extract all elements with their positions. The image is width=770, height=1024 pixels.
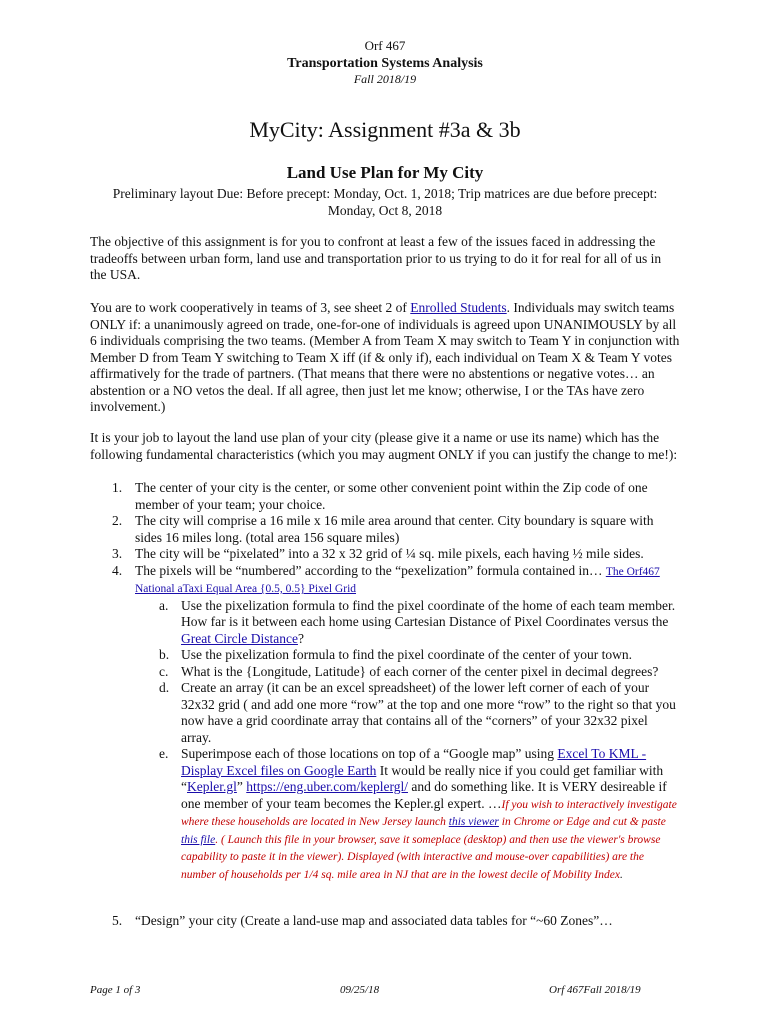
sub-item-text: Use the pixelization formula to find the pixel coordinate of the home of each team member. How far is it between each home using Cartesian Distance of Pixel Coordinates versus the (181, 597, 676, 629)
item-number: 5. (112, 913, 123, 928)
item-number: 2. (112, 513, 123, 528)
item-number: 3. (112, 546, 123, 561)
course-subject: Transportation Systems Analysis (287, 56, 483, 71)
course-code: Orf 467 (364, 38, 406, 53)
sub-item-text: Superimpose each of those locations on top of a “Google map” using (181, 746, 558, 761)
viewer-note-period: . (619, 868, 623, 881)
assignment-subtitle: Land Use Plan for My City (286, 163, 484, 182)
course-term: Fall 2018/19 (353, 72, 417, 86)
sub-item-letter: b. (159, 647, 170, 662)
sub-list-item (135, 647, 680, 664)
item-number: 4. (112, 562, 123, 578)
kepler-gl-link[interactable]: Kepler.gl (187, 779, 237, 794)
sub-list-item (135, 746, 680, 883)
teams-paragraph (90, 300, 680, 416)
sub-list (135, 598, 680, 884)
pixel-grid-link[interactable]: The Orf467 National aTaxi Equal Area {0.5, 0.5} Pixel Grid (135, 565, 660, 595)
viewer-note-text: . ( Launch this file in your browser, save it someplace (desktop) and then use the viewer's browse capability to paste it in the viewer). Displayed (with interactive and mouse-over capabilities) are the number of households per 1/4 sq. mile area in NJ that are in the lowest decile of Mobility Index (181, 833, 661, 881)
great-circle-distance-link[interactable]: Great Circle Distance (181, 630, 298, 646)
list-item (90, 546, 680, 563)
sub-item-letter: c. (159, 663, 169, 679)
teams-text-before: You are to work cooperatively in teams of 3, see sheet 2 of (90, 300, 411, 315)
item-text: The city will be “pixelated” into a 32 x 32 grid of ¼ sq. mile pixels, each having ½ mile sides. (135, 546, 644, 561)
item-text: The center of your city is the center, or some other convenient point within the Zip code of one member of your team; your choice. (135, 480, 648, 512)
list-item (90, 513, 680, 546)
assignment-title: MyCity: Assignment #3a & 3b (249, 117, 521, 142)
characteristics-list (90, 480, 680, 883)
teams-text-after: . Individuals may switch teams ONLY if: a unanimously agreed on trade, one-for-one of individuals is agreed upon UNANIMOUSLY by all 6 individuals comprising the two teams. (Member A from Team X may switch to Team Y in conjunction with Member D from Team Y switching to Team X iff (if & only if), each individual on Team X & Team Y votes affirmatively for the trade of partners. (That means that there were no abstentions or negative votes… an abstention or a NO vetos the deal. If all agree, then just let me know; otherwise, I or the TAs have zero involvement.) (90, 300, 680, 414)
item-text: “Design” your city (Create a land-use map and associated data tables for “~60 Zones”… (135, 913, 613, 928)
footer-date: 09/25/18 (340, 984, 380, 996)
list-item (90, 480, 680, 513)
footer-course: Orf 467Fall 2018/19 (549, 984, 641, 996)
footer-page-number: Page 1 of 3 (90, 984, 141, 996)
sub-item-text: It would be really nice if you could get familiar with “ (181, 762, 664, 794)
sub-list-item (135, 680, 680, 746)
enrolled-students-link[interactable]: Enrolled Students (410, 300, 507, 315)
excel-to-kml-link[interactable]: Excel To KML - Display Excel files on Google Earth (181, 746, 647, 778)
due-line: Preliminary layout Due: Before precept: Monday, Oct. 1, 2018; Trip matrices are due before precept: Monday, Oct 8, 2018 (112, 186, 658, 218)
this-file-link[interactable]: this file (181, 833, 216, 846)
sub-item-text: Use the pixelization formula to find the pixel coordinate of the center of your town. (181, 647, 632, 662)
sub-list-item (135, 664, 680, 681)
sub-item-letter: e. (159, 746, 169, 761)
list-item (90, 563, 680, 884)
kepler-url-link[interactable]: https://eng.uber.com/keplergl/ (246, 779, 408, 794)
item-text: The city will comprise a 16 mile x 16 mile area around that center. City boundary is square with sides 16 miles long. (total area 156 square miles) (135, 513, 654, 545)
sub-item-text: Create an array (it can be an excel spreadsheet) of the lower left corner of each of your 32x32 grid ( and add one more “row” at the top and one more “row” to the right so that you now have a grid coordinate array that contains all of the “corners” of your 32x32 pixel array. (181, 680, 676, 745)
sub-item-letter: d. (159, 680, 170, 695)
sub-item-text: ” (236, 779, 247, 794)
viewer-note-text: If you wish to interactively investigate where these households are located in New Jersey launch (181, 798, 677, 828)
characteristics-paragraph: It is your job to layout the land use plan of your city (please give it a name or use its name) which has the following fundamental characteristics (which you may augment ONLY if you can justify the change to me!): (90, 430, 678, 462)
sub-item-letter: a. (159, 597, 169, 613)
objective-paragraph: The objective of this assignment is for you to confront at least a few of the issues faced in addressing the tradeoffs between urban form, land use and transportation prior to us trying to do it for real for all of us in the USA. (90, 234, 662, 282)
sub-list-item (135, 598, 680, 648)
sub-item-text: What is the {Longitude, Latitude} of each corner of the center pixel in decimal degrees? (181, 663, 659, 679)
item-number: 1. (112, 480, 123, 495)
viewer-note-text: in Chrome or Edge and cut & paste (498, 816, 666, 828)
sub-item-text: and do something like. It is VERY desireable if one member of your team becomes the Kepler.gl expert. … (181, 779, 667, 811)
sub-item-text-after: ? (297, 630, 304, 646)
this-viewer-link[interactable]: this viewer (448, 816, 499, 828)
item-text: The pixels will be “numbered” according to the “pexelization” formula contained in… (135, 562, 606, 578)
